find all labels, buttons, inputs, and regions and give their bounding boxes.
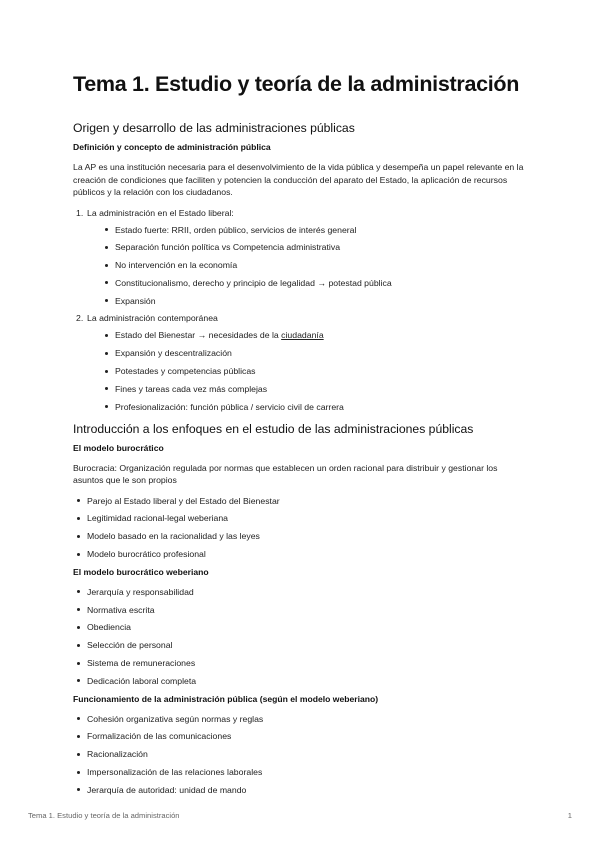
sublist-contemporanea <box>87 329 528 412</box>
list-item: Expansión y descentralización <box>101 347 528 359</box>
list-item: Modelo basado en la racionalidad y las leyes <box>73 530 528 542</box>
section-heading-origen: Origen y desarrollo de las administraciones públicas <box>73 121 355 135</box>
list-item: Constitucionalismo, derecho y principio de legalidad → potestad pública <box>101 277 528 289</box>
section-enfoques <box>73 421 528 796</box>
list-item: Impersonalización de las relaciones laborales <box>73 766 528 778</box>
list-number: 2. <box>76 313 84 324</box>
list-item <box>101 329 528 341</box>
list-item: Sistema de remuneraciones <box>73 657 528 669</box>
subheading-modelo-burocratico: El modelo burocrático <box>73 442 164 453</box>
document-page <box>73 70 528 802</box>
sublist-estado-liberal <box>87 224 528 307</box>
list-item: Jerarquía de autoridad: unidad de mando <box>73 784 528 796</box>
list-item-estado-liberal <box>73 207 528 307</box>
list-item: Modelo burocrático profesional <box>73 548 528 560</box>
document-title: Tema 1. Estudio y teoría de la administración <box>73 72 520 96</box>
footer-title: Tema 1. Estudio y teoría de la administración <box>28 811 180 820</box>
paragraph-burocracia: Burocracia: Organización regulada por normas que establecen un orden racional para distribuir y gestionar los asuntos que le son propios <box>73 462 498 486</box>
list-item: Legitimidad racional-legal weberiana <box>73 512 528 524</box>
list-item-label: La administración contemporánea <box>87 313 218 324</box>
list-item-text: Estado del Bienestar → necesidades de la <box>115 330 282 341</box>
ciudadania-link[interactable]: ciudadanía <box>281 330 324 341</box>
numbered-list <box>73 207 528 413</box>
bullet-list-modelo-burocratico <box>73 495 528 560</box>
list-item: Racionalización <box>73 748 528 760</box>
paragraph-definicion: La AP es una institución necesaria para el desenvolvimiento de la vida pública y desempeña un papel relevante en la creación de condiciones que faciliten y potencien la conducción del aparato del Estado, la aplicación de recursos públicos y la relación con los ciudadanos. <box>73 162 524 197</box>
section-heading-enfoques: Introducción a los enfoques en el estudio de las administraciones públicas <box>73 421 474 436</box>
list-item: Separación función política vs Competencia administrativa <box>101 241 528 253</box>
list-item: Estado fuerte: RRII, orden público, servicios de interés general <box>101 224 528 236</box>
list-item: Expansión <box>101 295 528 307</box>
list-item-administracion-contemporanea <box>73 312 528 412</box>
list-item: Dedicación laboral completa <box>73 675 528 687</box>
list-item: No intervención en la economía <box>101 259 528 271</box>
subheading-modelo-weberiano: El modelo burocrático weberiano <box>73 566 209 577</box>
bullet-list-funcionamiento <box>73 713 528 796</box>
list-item: Potestades y competencias públicas <box>101 365 528 377</box>
list-item: Formalización de las comunicaciones <box>73 730 528 742</box>
list-item: Parejo al Estado liberal y del Estado del Bienestar <box>73 495 528 507</box>
list-item: Profesionalización: función pública / servicio civil de carrera <box>101 401 528 413</box>
bullet-list-modelo-weberiano <box>73 586 528 687</box>
list-item: Cohesión organizativa según normas y reglas <box>73 713 528 725</box>
list-item: Selección de personal <box>73 639 528 651</box>
list-item: Fines y tareas cada vez más complejas <box>101 383 528 395</box>
list-item-label: La administración en el Estado liberal: <box>87 207 234 218</box>
list-item: Jerarquía y responsabilidad <box>73 586 528 598</box>
subheading-funcionamiento: Funcionamiento de la administración pública (según el modelo weberiano) <box>73 693 379 704</box>
page-number: 1 <box>567 811 572 820</box>
list-item: Normativa escrita <box>73 604 528 616</box>
list-item: Obediencia <box>73 621 528 633</box>
subheading-definicion: Definición y concepto de administración pública <box>73 142 271 152</box>
list-number: 1. <box>76 207 84 218</box>
